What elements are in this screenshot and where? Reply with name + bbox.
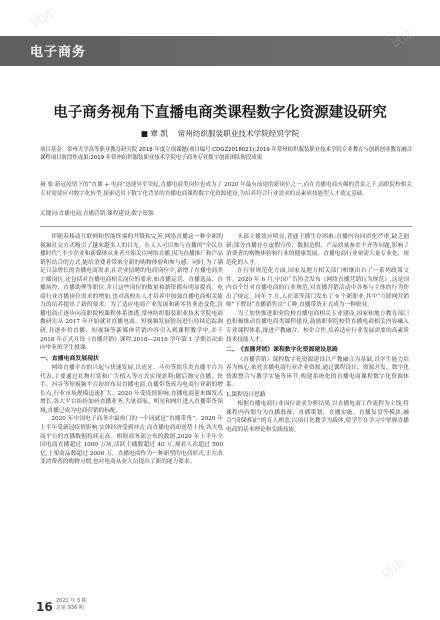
issue-line-1: 2021 年 3 期 [56, 598, 87, 604]
divider [40, 226, 412, 227]
keywords: 关键词:直播电商;直播营销;课程建设;数字资源 [40, 211, 154, 217]
watermark: 试读 [378, 556, 407, 581]
paragraph: 在行业规范化方面,国家及地方相关部门相继出台了一系列政策文件。2020 年 6 月,中国广告协会发布《网络直播营销行为规范》,这是国内首个针对直播电商的行业规范,对直播营销活动中各参与主体的行为作出了规定。同年 7 月,人社部等部门发布了 9 个新职业,其中“互联网营销师”下增设“直播销售员”工种,直播带货正式成为一种职业。 [226, 268, 409, 309]
author-line [0, 128, 440, 139]
section-heading: 一、直播电商发展现状 [40, 355, 99, 362]
section-heading: 1.课程设计思路 [226, 391, 266, 398]
watermark: 试读 [28, 6, 57, 31]
paragraph: 为了加快推进职业院校直播电商相关专业建设,国家和地方教育部门也积极推动直播电商类课程建设,鼓励职业院校将直播电商相关内容融入专业课程体系,推进产教融合、校企合作,培养适应行业发展需要的高素质技术技能人才。 [226, 310, 409, 343]
section-header-band [0, 36, 440, 66]
author-name: ■ 覃 凯 [140, 129, 169, 138]
section-heading: 二、《直播营销》课程数字化资源建设思路 [226, 347, 338, 354]
paragraph: 头部主播效应明显,普通主播生存困难;直播内容同质化严重,缺乏创新;部分直播存在虚假宣传、数据造假、产品质量参差不齐等问题,影响了消费者的购物体验和行业的健康发展。直播电商行业亟需大量专业化、规范化的人才。 [226, 234, 409, 266]
article-title: 电子商务视角下直播电商类课程数字化资源建设研究 [53, 105, 387, 121]
body-column-left [40, 233, 223, 467]
watermark: 试读 [388, 26, 417, 51]
body-column-right [226, 233, 409, 435]
paragraph: 网络直播平台的兴起与快速发展,以虎牙、斗鱼等娱乐类直播平台为代表,主要通过礼物打赏和广告植入等方式实现盈利;随后淘宝直播、快手、抖音等短视频平台纷纷布局直播电商,直播带货成为电商行业新的增长点,行业市场规模迅速扩大。2020 年受疫情影响,直播电商迎来爆发式增长,各大平台纷纷加码直播业务,大量商家、明星和网红进入直播带货领域,直播已成为电商营销的标配。 [40, 365, 223, 414]
watermark: 试读 [198, 296, 227, 321]
paragraph: 伴随着移动互联网和智能终端的升级和完善,网络直播这一种全新的视频社交方式吸引了越来越多人的目光。在人人可以参与直播的“全民直播时代”,不少企业和新媒体从业者开始关注网络直播,因为直播推广和产品销售结合的方式,能给消费者带来全新的购物体验和参与感。同时,为了满足日益增长的直播电商需求,在企业招聘的电商岗位中,新增了直播电商类主播岗位,还包括对直播电商相关岗位的要求,如直播运营、直播选品、直播场控、直播助理等职位,并且这些岗位的数量和薪资都有明显提高。电商行业直播岗位需求的增加,也对高校在人才培养中加强直播电商相关能力的培养提出了新的要求。为了适应电商产业发展和新零售业态变化,直播电商正逐步向高职院校课程体系渗透,常州纺织服装职业技术学院电商教研室从 2017 年开始就对直播电商、短视频发展情况进行持续追踪调研,并逐步将直播、短视频等新媒体营销内容引入到课程教学中,并于 2018 年正式开设《直播营销》课程,2018—2019 学年第 1 学期首次面向毕业班学生授课。 [40, 234, 223, 352]
paragraph: 根据直播电商行业岗位需求分析结果,以直播电商工作流程为主线,将课程内容划分为直播准备、直播策划、直播实施、直播复盘等模块,融合“岗课赛证”的育人理念,以项目化教学为载体,使学生在学习中掌握直播电商的基本理论和实践技能。 [226, 401, 409, 434]
section-label: 电子商务 [30, 45, 87, 60]
abstract: 摘 要:新冠疫情下的“直播 + 电商”迅速异军突起,直播电商类岗位也成为了 2020 年最有前途的新岗位之一,而在直播电商火爆的背景之下,高职院校相关专业需要应对数字化转型,探索适用于数字化背景的直播电商课程数字化资源建设,为培养符合行业需求的高素质技能型人才奠定基础。 [40, 182, 412, 198]
author-affiliation: 常州纺织服装职业技术学院经贸学院 [177, 129, 300, 138]
paragraph: 2020 年中国电子商务中最热门的一个词就是“直播带货”。2020 年上半年受新冠疫情影响,实体经济受到冲击,而直播电商却逆势上扬,各大电商平台的直播数据持续走高。根据商务部公布的数据,2020 年上半年全国电商直播超过 1000 万场,活跃主播数超过 40 万,观看人次超过 500 亿,上架商品数超过 2000 万。直播电商作为一种新型的电商形式,正在改变消费者的购物习惯,也对电商从业人员提出了新的能力要求。 [40, 416, 223, 466]
issue-line-2: 总第 936 期 [56, 605, 84, 611]
issue-info [56, 598, 87, 612]
paragraph: 《直播营销》课程数字化资源建设以产教融合为基础,以学生能力培养为核心,依托直播电商行业企业资源,通过课程设计、资源开发、数字化资源整合与教学实施等环节,构建系统化的直播电商课程数字化资源体系。 [226, 356, 409, 389]
page-number: 16 [36, 600, 53, 614]
funding-note: 项目基金：常州大学高等职业教育研究院 2018 年度立项课题(项目编号:CDGZ2018021);2019 年常州纺织服装职业技术学院专业教育与创新创业教育融合课程项目阶段性成果;2019 年常州纺织服装职业技术学院电子商务专业数字创新团队阶段成果 [40, 147, 412, 162]
